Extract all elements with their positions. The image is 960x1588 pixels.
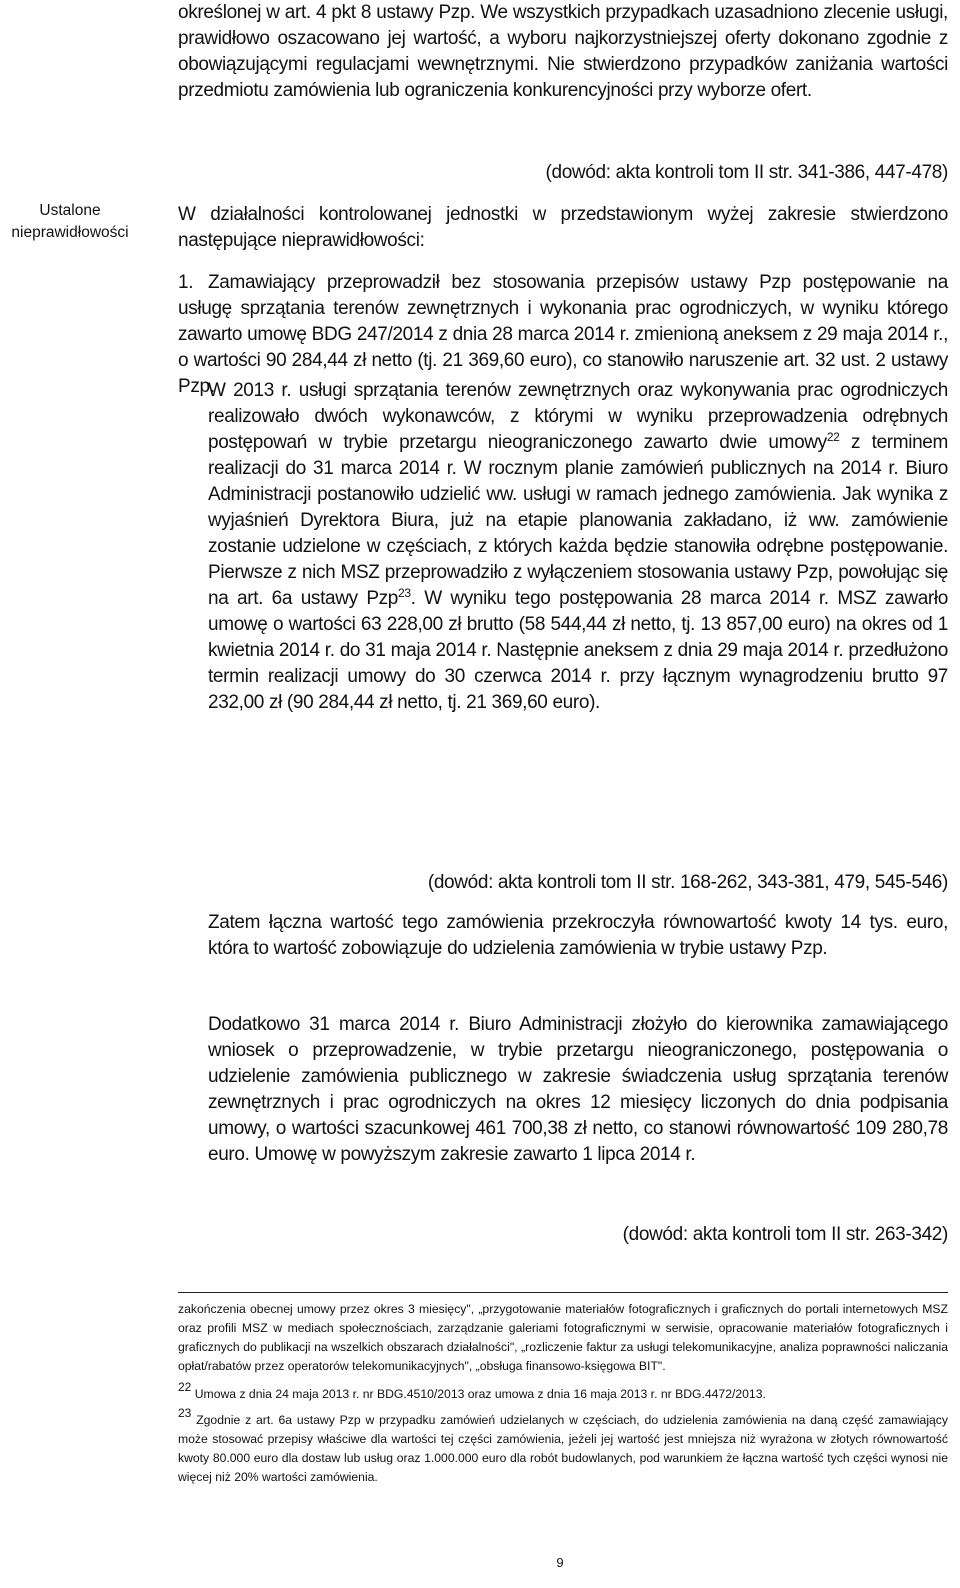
evidence-citation: (dowód: akta kontroli tom II str. 168-262, 343-381, 479, 545-546) (427, 872, 948, 893)
page-number: 9 (556, 1555, 564, 1570)
body-text: . W wyniku tego postępowania 28 marca 2014 r. MSZ zawarło umowę o wartości 63 228,00 zł brutto (58 544,44 zł netto, tj. 13 857,00 euro) na okres od 1 kwietnia 2014 r. do 31 maja 2014 r. Następnie aneksem z dnia 29 maja 2014 r. przedłużono termin realizacji umowy do 30 czerwca 2014 r. przy łącznym wynagrodzeniu brutto 97 232,00 zł (90 284,44 zł netto, tj. 21 369,60 euro). (208, 588, 948, 713)
footnote-text: Zgodnie z art. 6a ustawy Pzp w przypadku zamówień udzielanych w częściach, do udzielenia zamówienia na daną część zamawiający może stosować przepisy właściwe dla wartości tej części zamówienia, jeżeli jej wartość jest mniejsza niż wyrażona w złotych równowartość kwoty 80.000 euro dla dostaw lub usług oraz 1.000.000 euro dla robót budowlanych, pod warunkiem że łączna wartość tych części wynosi nie więcej niż 20% wartości zamówienia. (178, 1413, 948, 1484)
footnote-ref[interactable]: 23 (398, 586, 411, 600)
body-text: W 2013 r. usługi sprzątania terenów zewnętrznych oraz wykonywania prac ogrodniczych realizowało dwóch wykonawców, z którymi w wyniku przeprowadzenia odrębnych postępowań w trybie przetargu nieograniczonego zawarto dwie umowy (208, 380, 948, 453)
finding-number: 1. (178, 272, 194, 293)
margin-label-line1: Ustalone (39, 202, 101, 219)
evidence-citation: (dowód: akta kontroli tom II str. 341-386, 447-478) (545, 162, 948, 183)
findings-intro: W działalności kontrolowanej jednostki w przedstawionym wyżej zakresie stwierdzono następujące nieprawidłowości: (178, 204, 948, 251)
footnote-text: Umowa z dnia 24 maja 2013 r. nr BDG.4510/2013 oraz umowa z dnia 16 maja 2013 r. nr BDG.4472/2013. (191, 1387, 766, 1401)
body-text: z terminem realizacji do 31 marca 2014 r. W rocznym planie zamówień publicznych na 2014 r. Biuro Administracji postanowiło udzielić ww. usługi w ramach jednego zamówienia. Jak wynika z wyjaśnień Dyrektora Biura, już na etapie planowania zakładano, iż ww. zamówienie zostanie udzielone w częściach, z których każda będzie stanowiła odrębne postępowanie. Pierwsze z nich MSZ przeprowadziło z wyłączeniem stosowania ustawy Pzp, powołując się na art. 6a ustawy Pzp (208, 432, 948, 609)
evidence-citation: (dowód: akta kontroli tom II str. 263-342) (622, 1224, 948, 1245)
footnote-separator (178, 1292, 948, 1293)
intro-paragraph: określonej w art. 4 pkt 8 ustawy Pzp. We wszystkich przypadkach uzasadniono zlecenie usługi, prawidłowo oszacowano jej wartość, a wyboru najkorzystniejszej oferty dokonano zgodnie z obowiązującymi regulacjami wewnętrznymi. Nie stwierdzono przypadków zaniżania wartości przedmiotu zamówienia lub ograniczenia konkurencyjności przy wyborze ofert. (178, 2, 948, 101)
body-paragraph (208, 378, 948, 716)
footnote-23 (178, 1406, 948, 1487)
margin-label (0, 200, 140, 244)
footnote-22 (178, 1380, 948, 1404)
footnote-number: 23 (178, 1406, 192, 1420)
footnote-number: 22 (178, 1380, 192, 1394)
margin-label-line2: nieprawidłowości (11, 224, 129, 241)
body-paragraph: Zatem łączna wartość tego zamówienia przekroczyła równowartość kwoty 14 tys. euro, która to wartość zobowiązuje do udzielenia zamówienia w trybie ustawy Pzp. (208, 912, 948, 959)
footnote-continuation: zakończenia obecnej umowy przez okres 3 miesięcy", „przygotowanie materiałów fotograficznych i graficznych do portali internetowych MSZ oraz profili MSZ w mediach społecznościach, zarządzanie galeriami fotograficznymi w serwisie, opracowanie materiałów fotograficznych i graficznych do publikacji na wszelkich obszarach działalności", „rozliczenie faktur za usługi telekomunikacyjne, analiza poprawności naliczania opłat/rabatów przez operatorów telekomunikacyjnych", „obsługa finansowo-księgowa BIT". (178, 1302, 948, 1373)
footnotes (178, 1300, 948, 1494)
body-paragraph: Dodatkowo 31 marca 2014 r. Biuro Administracji złożyło do kierownika zamawiającego wniosek o przeprowadzenie, w trybie przetargu nieograniczonego, postępowania o udzielenie zamówienia publicznego w zakresie świadczenia usług sprzątania terenów zewnętrznych i prac ogrodniczych na okres 12 miesięcy liczonych do dnia podpisania umowy, o wartości szacunkowej 461 700,38 zł netto, co stanowi równowartość 109 280,78 euro. Umowę w powyższym zakresie zawarto 1 lipca 2014 r. (208, 1014, 948, 1165)
footnote-ref[interactable]: 22 (826, 430, 840, 444)
finding-text: Zamawiający przeprowadził bez stosowania przepisów ustawy Pzp postępowanie na usługę sprzątania terenów zewnętrznych i wykonania prac ogrodniczych, w wyniku którego zawarto umowę BDG 247/2014 z dnia 28 marca 2014 r. zmienioną aneksem z 29 maja 2014 r., o wartości 90 284,44 zł netto (tj. 21 369,60 euro), co stanowiło naruszenie art. 32 ust. 2 ustawy Pzp. (178, 272, 948, 397)
